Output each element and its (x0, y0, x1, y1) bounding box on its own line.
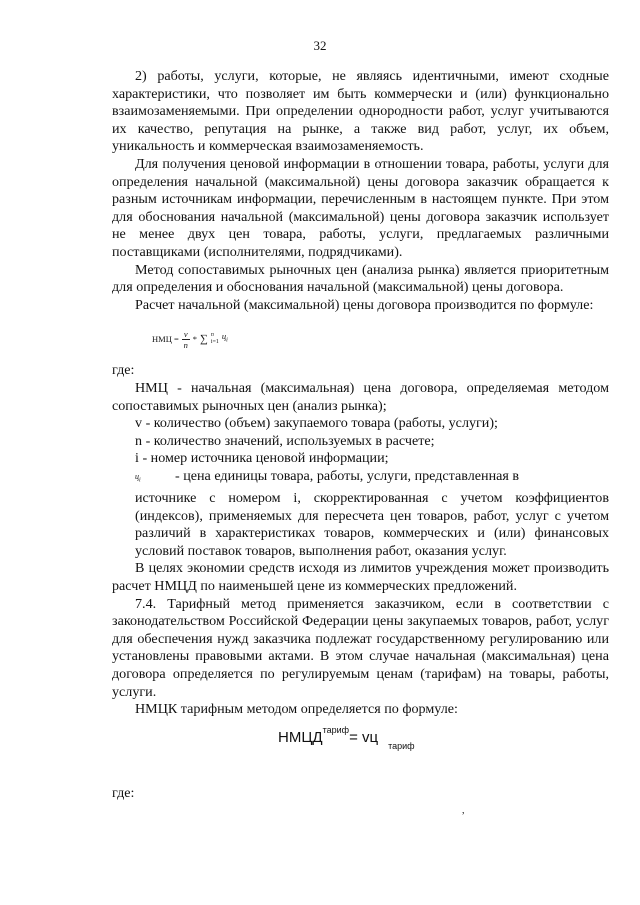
paragraph-market-method: Метод сопоставимых рыночных цен (анализа рынка) является приоритетным для определения и обоснования начальной (максимальной) цены договора. (112, 261, 609, 296)
formula-nmc-multiply: * (192, 333, 198, 344)
ci-first-line: - цена единицы товара, работы, услуги, представленная в (175, 467, 520, 484)
formula-nmc-sigma: ∑ (200, 332, 208, 345)
formula-tariff-sub: тариф (388, 740, 415, 751)
formula-nmc-lhs: НМЦ = (152, 333, 179, 344)
paragraph-price-information: Для получения ценовой информации в отношении товара, работы, услуги для определения начальной (максимальной) цены договора заказчик обращается к разным источникам информации, перечисленным в настоящем пункте. При этом для обоснования начальной (максимальной) цены договора заказчик использует не менее двух цен товара, работы, услуги, предлагаемых различными поставщиками (исполнителями, подрядчиками). (112, 155, 609, 260)
paragraph-economy: В целях экономии средств исходя из лимитов учреждения может производить расчет НМЦД по наименьшей цене из коммерческих предложений. (112, 560, 609, 595)
formula-nmc-denominator: n (183, 339, 188, 350)
paragraph-homogeneous-works: 2) работы, услуги, которые, не являясь идентичными, имеют сходные характеристики, что позволяет им быть коммерчески и (или) функционально взаимозаменяемыми. При определении однородности работ, услуг учитываются их качество, репутация на рынке, а также вид работ, услуг, их объем, уникальность и коммерческая взаимозаменяемость. (112, 68, 609, 155)
page-number: 32 (313, 38, 327, 53)
definition-n: n - количество значений, используемых в расчете; (135, 432, 435, 449)
definition-i: i - номер источника ценовой информации; (135, 450, 389, 467)
formula-nmc-upper-limit: n (210, 332, 214, 339)
formula-nmc-term: $ц_i$ (221, 331, 228, 344)
paragraph-tariff-method: 7.4. Тарифный метод применяется заказчиком, если в соответствии с законодательством Российской Федерации цены закупаемых товаров, работ, услуг для обеспечения нужд заказчика подлежат государственному регулированию или установлены правовыми актами. В этом случае начальная (максимальная) цена договора определяется по регулируемым ценам (тарифам) на товары, работы, услуги. (112, 595, 609, 700)
paragraph-tariff-formula-intro: НМЦК тарифным методом определяется по формуле: (135, 701, 458, 718)
paragraph-calculation-intro: Расчет начальной (максимальной) цены договора производится по формуле: (135, 296, 594, 313)
ci-symbol: $ц_i$ (135, 471, 141, 484)
definition-ci (112, 468, 609, 490)
definition-nmc: НМЦ - начальная (максимальная) цена договора, определяемая методом сопоставимых рыночных цен (анализ рынка); (112, 379, 609, 414)
formula-tariff (112, 719, 609, 763)
where-label-1: где: (112, 362, 135, 379)
definition-ci-continuation: источнике с номером i, скорректированная с учетом коэффициентов (индексов), применяемых для пересчета цен товаров, работ, услуг с учетом различий в характеристиках товаров, коммерческих и (или) финансовых условий поставок товаров, выполнения работ, оказания услуг. (135, 490, 609, 559)
definition-v: v - количество (объем) закупаемого товара (работы, услуги); (135, 415, 498, 432)
formula-tariff-sup: тариф (322, 724, 350, 735)
formula-tariff-rhs: = vц (349, 728, 379, 746)
formula-nmc-fraction (182, 330, 190, 349)
page-body (112, 68, 609, 802)
formula-nmc-lower-limit: i=1 (210, 339, 219, 346)
stray-comma: , (462, 805, 465, 816)
where-label-2: где: (112, 784, 135, 801)
formula-tariff-main: НМЦД (278, 728, 323, 746)
formula-nmc (112, 314, 609, 362)
formula-nmc-numerator: v (183, 328, 188, 339)
